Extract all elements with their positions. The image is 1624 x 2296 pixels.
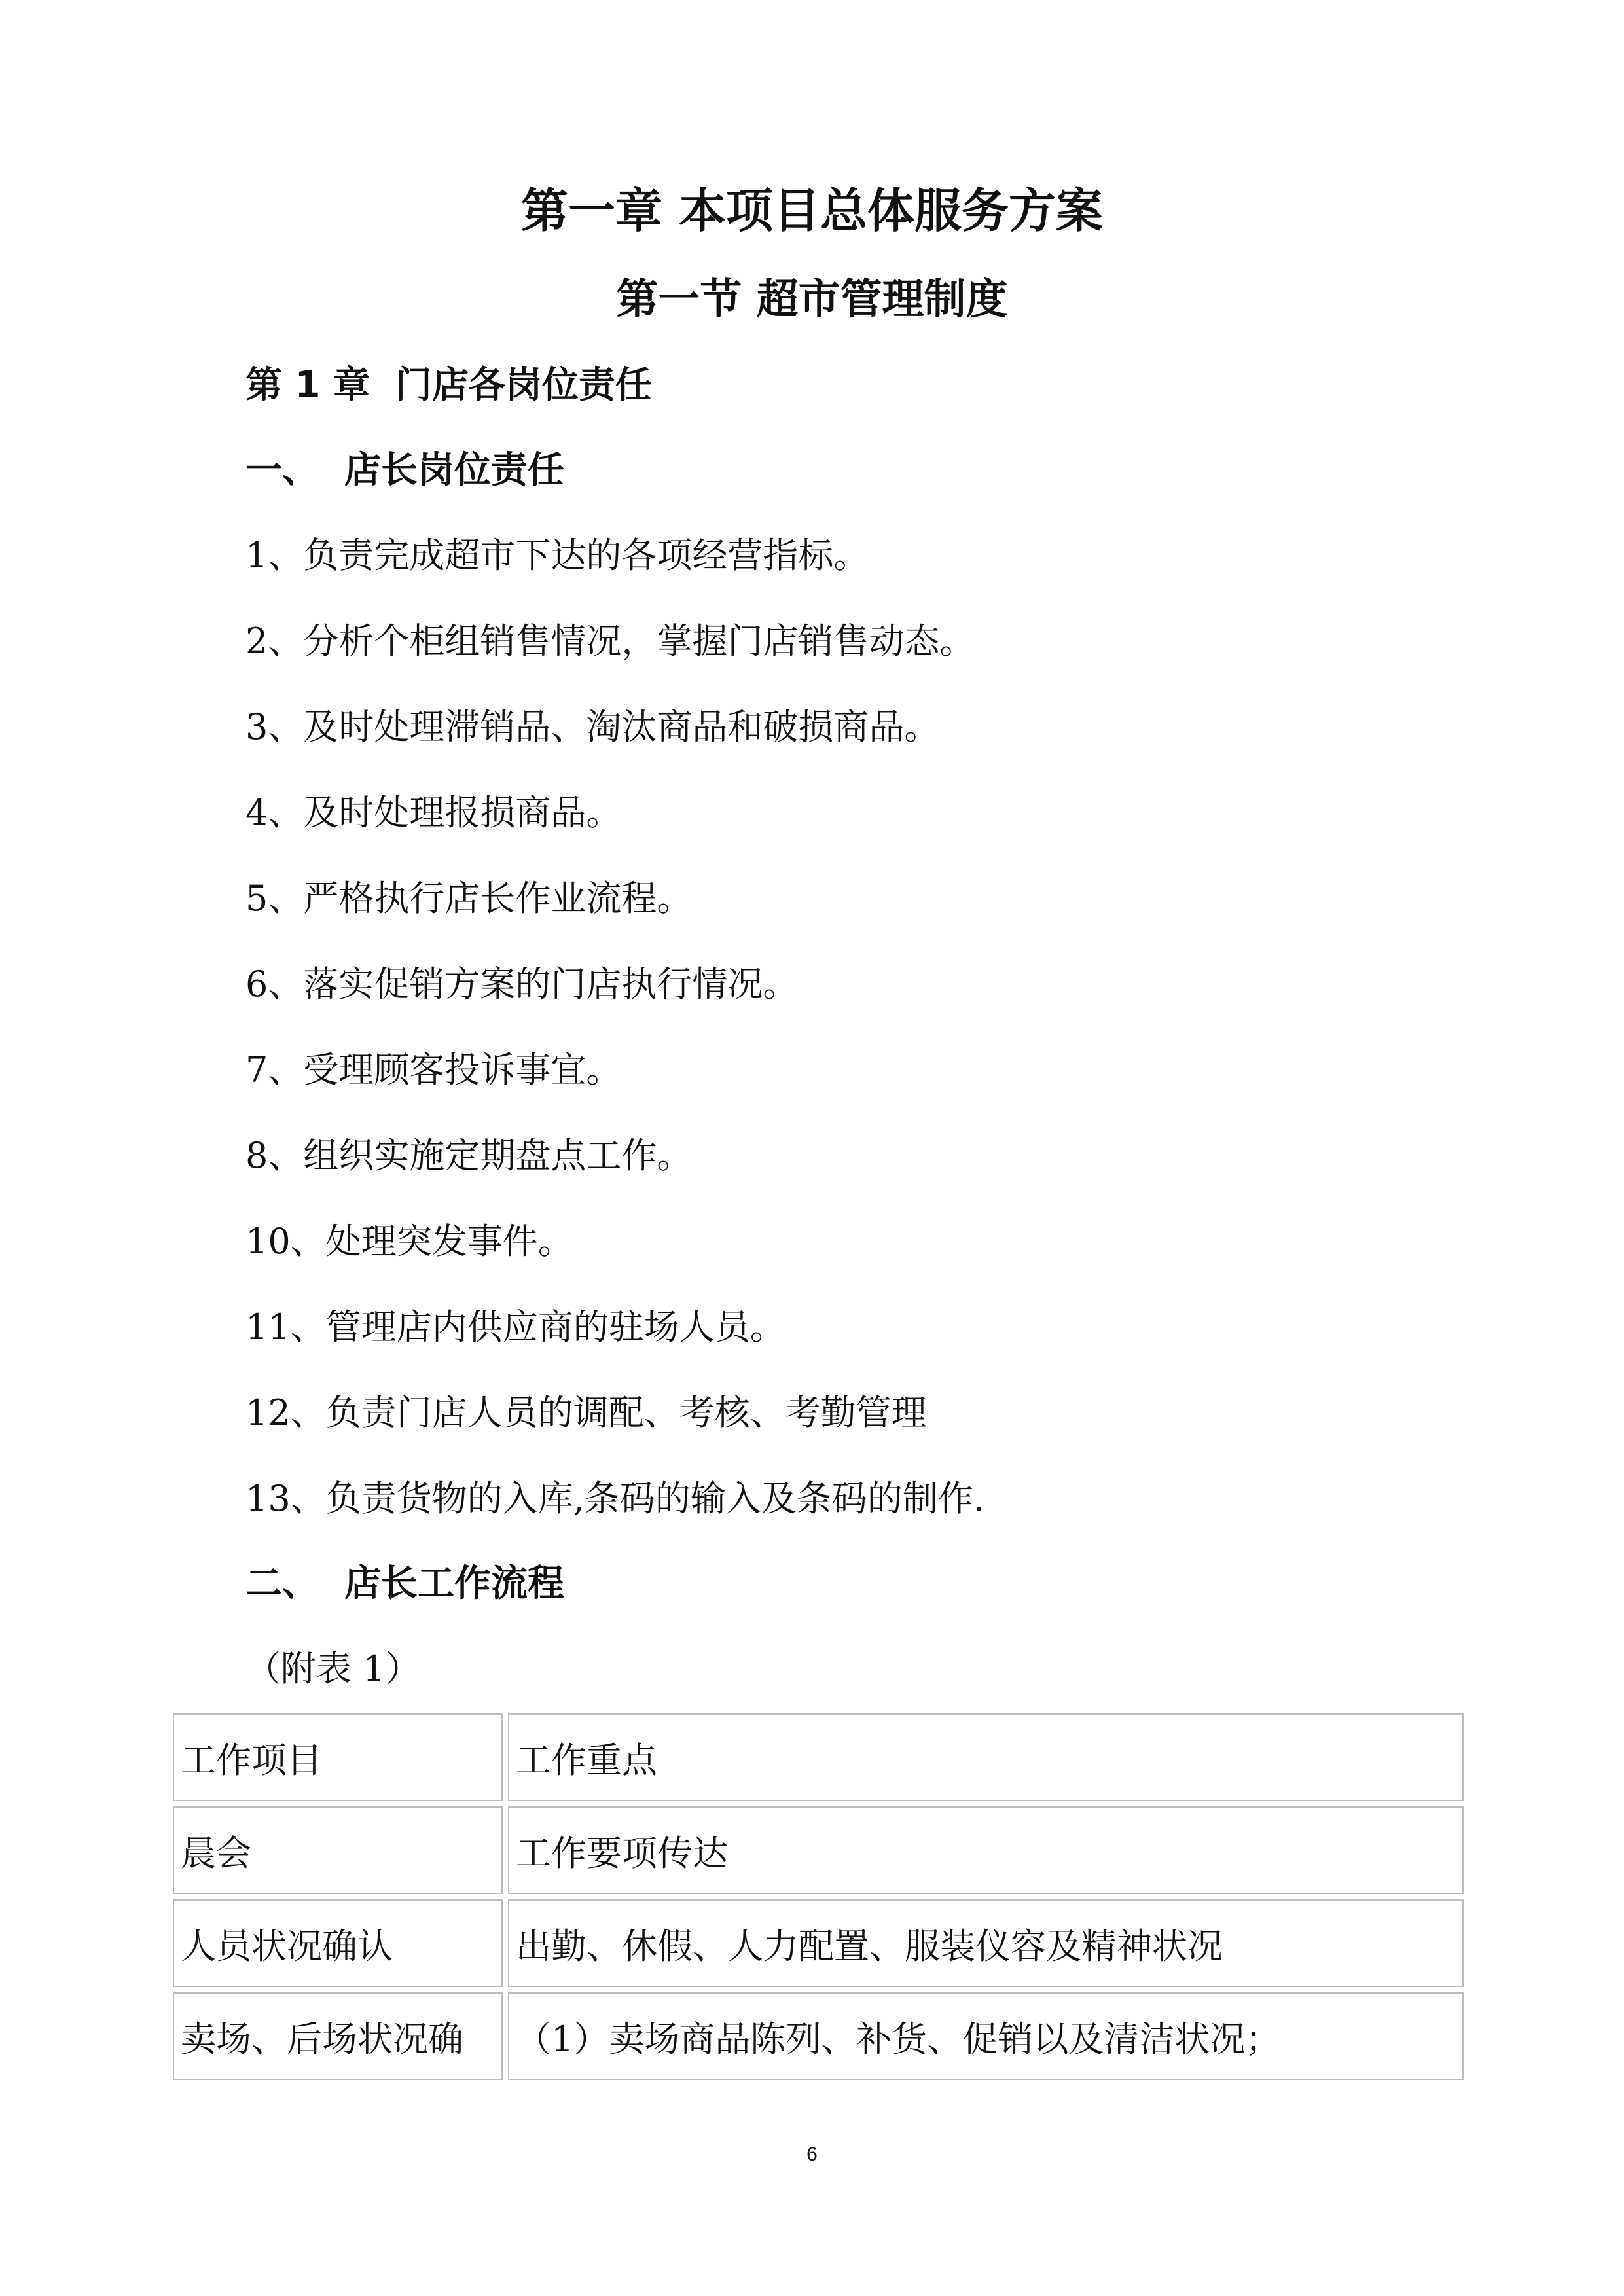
part1-heading: 一、 店长岗位责任 — [245, 449, 564, 492]
duty-item: 10、处理突发事件。 — [245, 1221, 573, 1262]
duty-item: 5、严格执行店长作业流程。 — [245, 878, 693, 919]
duty-item: 8、组织实施定期盘点工作。 — [245, 1135, 693, 1176]
table-row — [173, 1899, 1464, 1987]
duty-item: 4、及时处理报损商品。 — [245, 792, 622, 833]
duty-item: 13、负责货物的入库,条码的输入及条码的制作. — [245, 1478, 985, 1519]
part2-heading: 二、 店长工作流程 — [245, 1562, 564, 1605]
section-title: 第一节 超市管理制度 — [616, 276, 1008, 324]
table-cell: 人员状况确认 — [173, 1899, 503, 1987]
table-note: （附表 1） — [245, 1648, 421, 1689]
table-row — [173, 1806, 1464, 1894]
table-cell: 出勤、休假、人力配置、服装仪容及精神状况 — [508, 1899, 1464, 1987]
duty-item: 2、分析个柜组销售情况，掌握门店销售动态。 — [245, 620, 975, 662]
table-row — [173, 1713, 1464, 1801]
sub-chapter-heading: 第 1 章 门店各岗位责任 — [245, 364, 652, 406]
duty-item: 12、负责门店人员的调配、考核、考勤管理 — [245, 1392, 927, 1433]
workflow-table — [168, 1708, 1469, 2085]
table-cell: 卖场、后场状况确 — [173, 1992, 503, 2080]
table-cell: 工作要项传达 — [508, 1806, 1464, 1894]
duty-item: 11、管理店内供应商的驻场人员。 — [245, 1306, 785, 1348]
table-row — [173, 1992, 1464, 2080]
duty-item: 7、受理顾客投诉事宜。 — [245, 1049, 622, 1090]
table-cell: 工作重点 — [508, 1713, 1464, 1801]
chapter-title: 第一章 本项目总体服务方案 — [520, 183, 1104, 238]
duty-item: 3、及时处理滞销品、淘汰商品和破损商品。 — [245, 706, 940, 747]
table-cell: 工作项目 — [173, 1713, 503, 1801]
table-cell: 晨会 — [173, 1806, 503, 1894]
duty-item: 6、落实促销方案的门店执行情况。 — [245, 963, 799, 1005]
duty-item: 1、负责完成超市下达的各项经营指标。 — [245, 535, 869, 576]
table-cell: （1）卖场商品陈列、补货、促销以及清洁状况； — [508, 1992, 1464, 2080]
page-number: 6 — [806, 2144, 818, 2165]
